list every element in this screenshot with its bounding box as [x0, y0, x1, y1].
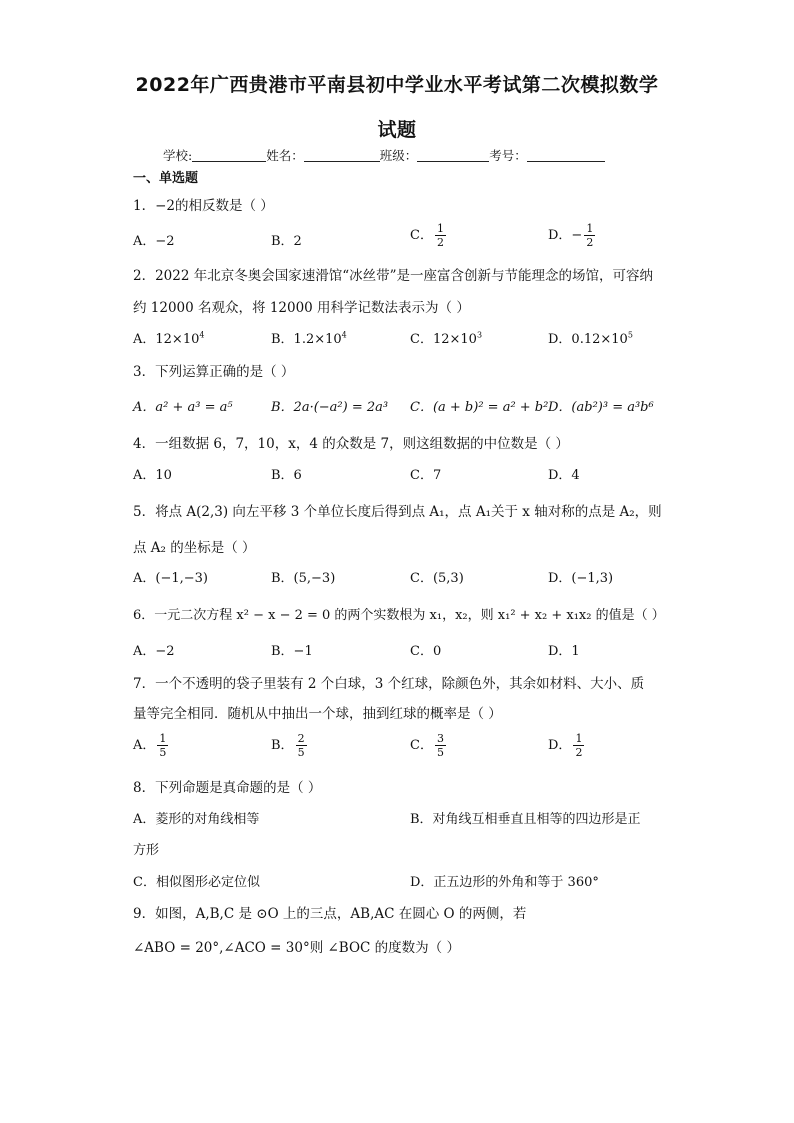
q4-option-d: D．4 [548, 468, 580, 483]
q3-option-a: A．a² + a³ = a⁵ [133, 400, 233, 415]
student-info-row [163, 146, 605, 164]
q7-option-a: A． $\frac{1}{5}$ [133, 732, 167, 759]
question-9-cont: ∠ABO = 20°,∠ACO = 30°则 ∠BOC 的度数为（ ） [133, 940, 460, 956]
q8-option-b: B．对角线互相垂直且相等的四边形是正 [410, 812, 641, 827]
class-label: 班级： [379, 148, 418, 163]
exam-no-label: 考号： [489, 148, 527, 163]
q3-option-c: C．(a + b)² = a² + b² [410, 400, 549, 415]
q2-option-a: A．$12\times 10^4$ [133, 330, 205, 347]
q8-option-d: D．正五边形的外角和等于 360° [410, 875, 599, 890]
question-4: 4．一组数据 6，7，10，x，4 的众数是 7，则这组数据的中位数是（ ） [133, 436, 569, 452]
question-2-cont: 约 12000 名观众，将 12000 用科学记数法表示为（ ） [133, 300, 470, 316]
exam-title-line2: 试题 [377, 119, 417, 141]
q6-option-b: B．−1 [271, 644, 313, 659]
q4-option-c: C．7 [410, 468, 442, 483]
section-heading: 一、单选题 [133, 171, 199, 186]
question-5: 5．将点 A(2,3) 向左平移 3 个单位长度后得到点 A₁，点 A₁关于 x 轴对称的点是 A₂，则 [133, 504, 662, 520]
question-7: 7．一个不透明的袋子里装有 2 个白球，3 个红球，除颜色外，其余如材料、大小、质 [133, 676, 645, 692]
school-label: 学校: [163, 148, 193, 163]
q1-option-b: B．2 [271, 234, 302, 249]
q7-option-d: D． $\frac{1}{2}$ [548, 732, 583, 759]
q5-option-d: D．(−1,3) [548, 571, 614, 586]
name-blank[interactable] [304, 149, 380, 162]
q2-option-c: C．$12\times 10^3$ [410, 330, 483, 347]
q2-option-b: B．$1.2\times 10^4$ [271, 330, 347, 347]
question-3: 3．下列运算正确的是（ ） [133, 364, 295, 380]
q4-option-b: B．6 [271, 468, 302, 483]
exam-no-blank[interactable] [527, 149, 605, 162]
q3-option-b: B．2a·(−a²) = 2a³ [271, 400, 389, 415]
exam-title: 2022年广西贵港市平南县初中学业水平考试第二次模拟数学 [135, 74, 659, 96]
q5-option-b: B．(5,−3) [271, 571, 336, 586]
school-blank[interactable] [192, 149, 266, 162]
q8-option-c: C．相似图形必定位似 [133, 875, 260, 890]
q1-option-d: D．− $\frac{1}{2}$ [548, 222, 594, 249]
q8-option-b-cont: 方形 [133, 843, 160, 858]
question-2: 2．2022 年北京冬奥会国家速滑馆“冰丝带”是一座富含创新与节能理念的场馆，可容纳 [133, 268, 654, 284]
question-1: 1．−2的相反数是（ ） [133, 198, 274, 214]
name-label: 姓名： [266, 148, 304, 163]
q1-option-a: A．−2 [133, 234, 175, 249]
q6-option-a: A．−2 [133, 644, 175, 659]
q3-option-d: D．(ab²)³ = a³b⁶ [548, 400, 654, 415]
q6-option-d: D．1 [548, 644, 580, 659]
question-6: 6．一元二次方程 x² − x − 2 = 0 的两个实数根为 x₁，x₂，则 x₁² + x₂ + x₁x₂ 的值是（ ） [133, 608, 665, 623]
q6-option-c: C．0 [410, 644, 442, 659]
q5-option-c: C．(5,3) [410, 571, 464, 586]
question-8: 8．下列命题是真命题的是（ ） [133, 780, 322, 796]
question-5-cont: 点 A₂ 的坐标是（ ） [133, 540, 256, 556]
question-7-cont: 量等完全相同．随机从中抽出一个球，抽到红球的概率是（ ） [133, 706, 502, 722]
q7-option-b: B． $\frac{2}{5}$ [271, 732, 305, 759]
q1-option-c: C． $\frac{1}{2}$ [410, 222, 444, 249]
q4-option-a: A．10 [133, 468, 172, 483]
q7-option-c: C． $\frac{3}{5}$ [410, 732, 444, 759]
question-9: 9．如图，A,B,C 是 ⊙O 上的三点，AB,AC 在圆心 O 的两侧，若 [133, 906, 527, 922]
q8-option-a: A．菱形的对角线相等 [133, 812, 260, 827]
q2-option-d: D．$0.12\times 10^5$ [548, 330, 633, 347]
q5-option-a: A．(−1,−3) [133, 571, 208, 586]
class-blank[interactable] [417, 149, 489, 162]
